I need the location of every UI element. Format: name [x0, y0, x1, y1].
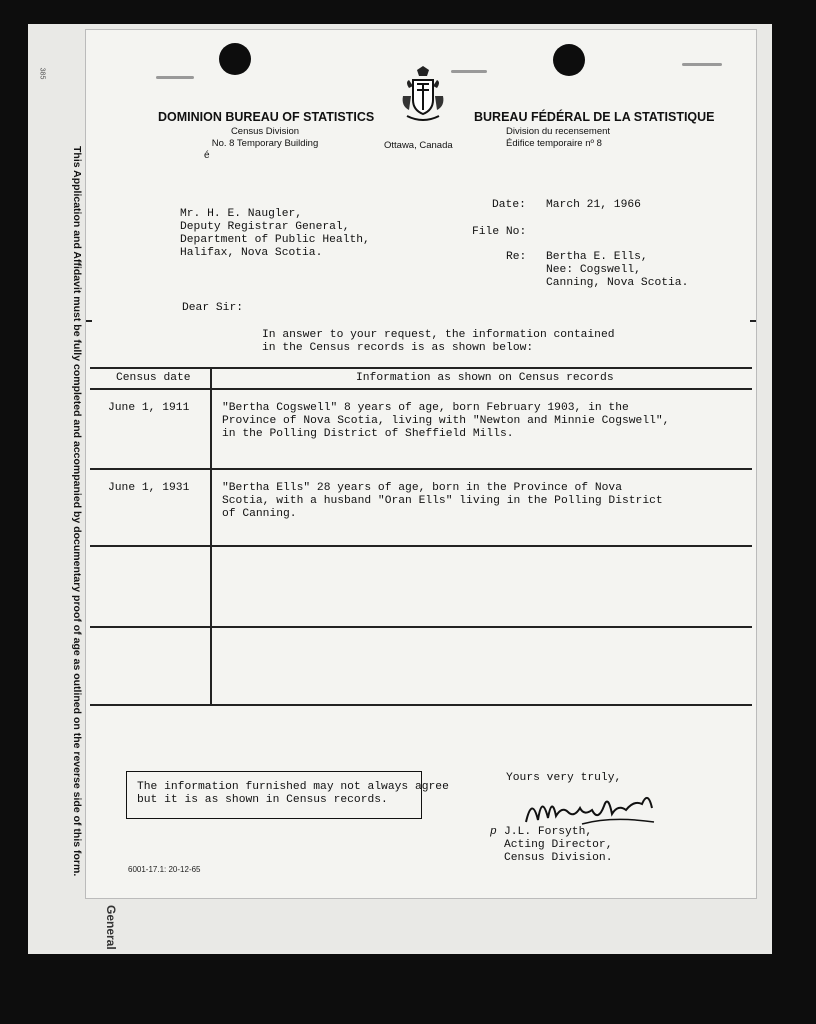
- building-en: No. 8 Temporary Building: [211, 138, 319, 149]
- address-line: Halifax, Nova Scotia.: [180, 247, 323, 259]
- re-label: Re:: [506, 251, 527, 263]
- division-fr: Division du recensement: [506, 126, 611, 137]
- signature: [522, 786, 662, 830]
- signatory-block: [504, 826, 612, 865]
- row-info: [222, 402, 669, 441]
- row-info-line: Province of Nova Scotia, living with "Newton and Minnie Cogswell",: [222, 415, 670, 427]
- address-line: Deputy Registrar General,: [180, 221, 350, 233]
- recipient-address: [180, 208, 370, 260]
- row-info-line: of Canning.: [222, 508, 297, 520]
- row-info: [222, 482, 663, 521]
- file-number-label: File No:: [472, 226, 527, 238]
- staple: [156, 76, 194, 79]
- disclaimer-line: The information furnished may not always agree: [137, 781, 449, 793]
- staple: [682, 63, 722, 66]
- census-letter: [86, 30, 756, 898]
- address-line: Department of Public Health,: [180, 234, 370, 246]
- stray-mark: é: [204, 150, 210, 161]
- division-en: Census Division: [230, 126, 300, 137]
- re-line: Nee: Cogswell,: [546, 264, 641, 276]
- table-header-date: Census date: [116, 372, 191, 384]
- table-header-info: Information as shown on Census records: [356, 372, 614, 384]
- row-info-line: Scotia, with a husband "Oran Ells" living in the Polling District: [222, 495, 663, 507]
- valediction: Yours very truly,: [506, 772, 622, 784]
- intro-paragraph: [262, 329, 615, 355]
- row-info-line: in the Polling District of Sheffield Mills.: [222, 428, 514, 440]
- address-line: Mr. H. E. Naugler,: [180, 208, 303, 220]
- signatory-line: Acting Director,: [504, 839, 613, 851]
- disclaimer-box: [126, 771, 449, 819]
- intro-line: In answer to your request, the information contained: [262, 329, 615, 341]
- intro-line: in the Census records is as shown below:: [262, 342, 534, 354]
- punch-hole: [219, 43, 251, 75]
- row-info-line: "Bertha Ells" 28 years of age, born in the Province of Nova: [222, 482, 622, 494]
- fold-mark: [750, 320, 756, 322]
- signature-icon: [522, 786, 662, 830]
- row-census-date: June 1, 1931: [108, 482, 190, 494]
- date-label: Date:: [492, 199, 526, 211]
- coat-of-arms-icon: [401, 66, 445, 131]
- per-mark: p: [490, 826, 497, 838]
- side-instruction-text: This Application and Affidavit must be fully completed and accompanied by documentary proof of age as outlined on the reverse side of this form.: [71, 146, 83, 877]
- underlying-form-label: General: [104, 905, 118, 950]
- side-instruction: [62, 145, 84, 877]
- bureau-title-fr: BUREAU FÉDÉRAL DE LA STATISTIQUE: [474, 110, 715, 124]
- signatory-line: J.L. Forsyth,: [504, 826, 593, 838]
- salutation: Dear Sir:: [182, 302, 244, 314]
- side-tag: 385: [38, 67, 46, 80]
- re-line: Bertha E. Ells,: [546, 251, 648, 263]
- disclaimer-line: but it is as shown in Census records.: [137, 794, 388, 806]
- re-line: Canning, Nova Scotia.: [546, 277, 689, 289]
- bureau-title-en: DOMINION BUREAU OF STATISTICS: [158, 110, 375, 124]
- row-info-line: "Bertha Cogswell" 8 years of age, born February 1903, in the: [222, 402, 629, 414]
- re-subject: [546, 251, 688, 290]
- punch-hole: [553, 44, 585, 76]
- location: Ottawa, Canada: [384, 140, 453, 151]
- form-code: 6001-17.1: 20-12-65: [128, 865, 201, 874]
- fold-mark: [86, 320, 92, 322]
- row-census-date: June 1, 1911: [108, 402, 190, 414]
- building-fr: Édifice temporaire nº 8: [506, 138, 602, 149]
- signatory-line: Census Division.: [504, 852, 613, 864]
- staple: [451, 70, 487, 73]
- disclaimer-text: [137, 781, 449, 807]
- date-value: March 21, 1966: [546, 199, 641, 211]
